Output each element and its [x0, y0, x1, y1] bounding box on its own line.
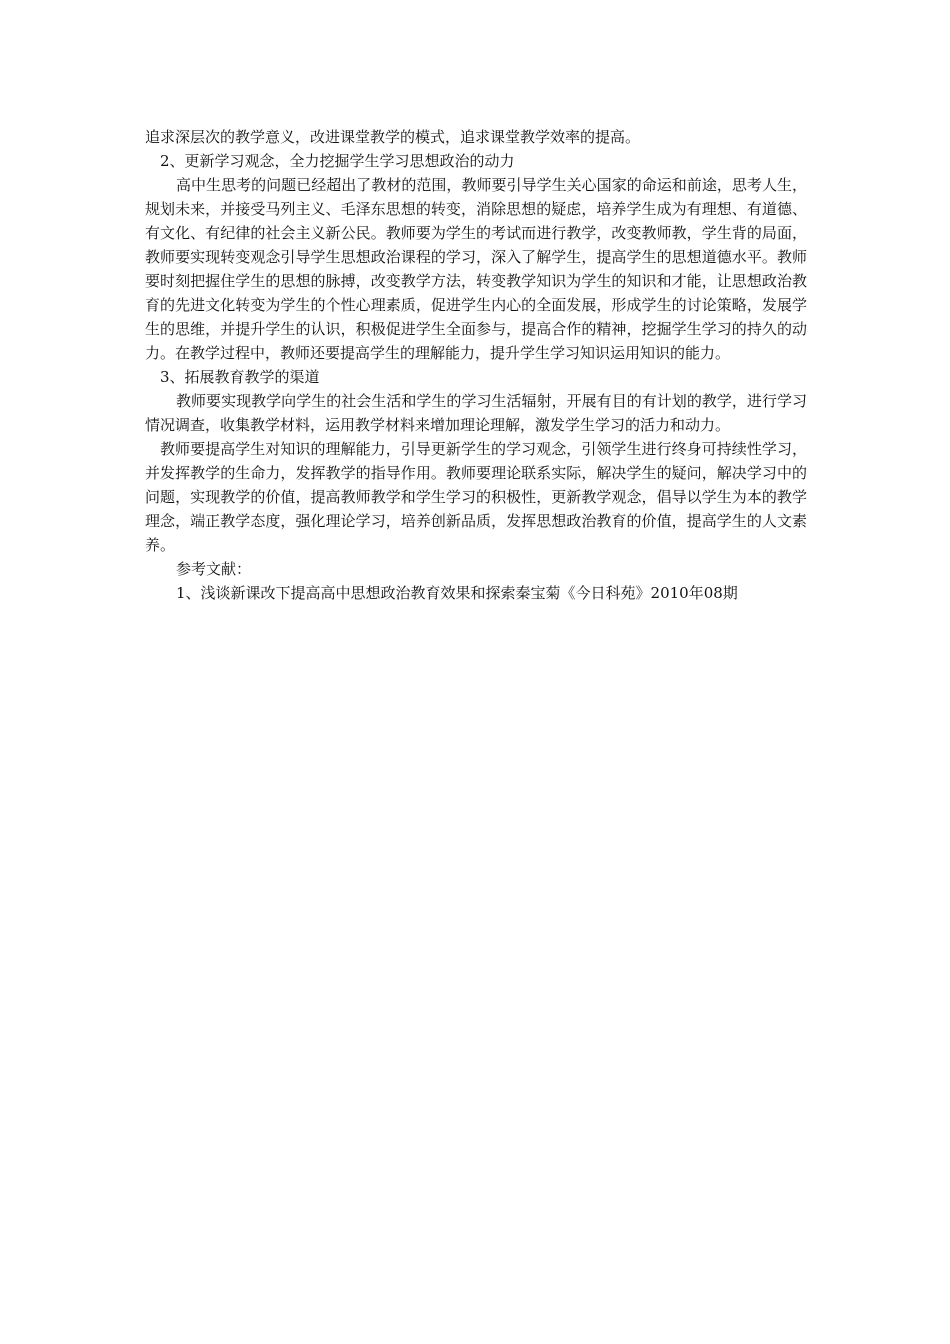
reference-item: 1、浅谈新课改下提高高中思想政治教育效果和探索秦宝菊《今日科苑》2010年08期 [176, 584, 738, 602]
paragraph-section-3: 教师要实现教学向学生的社会生活和学生的学习生活辐射，开展有目的有计划的教学，进行学习情况调查，收集教学材料，运用教学材料来增加理论理解，激发学生学习的活力和动力。 [145, 392, 807, 434]
document-body [145, 125, 807, 605]
section-heading-2: 2、更新学习观念，全力挖掘学生学习思想政治的动力 [160, 152, 515, 170]
section-heading-3: 3、拓展教育教学的渠道 [160, 368, 320, 386]
references-heading: 参考文献： [176, 560, 252, 578]
paragraph-continuation: 追求深层次的教学意义，改进课堂教学的模式，追求课堂教学效率的提高。 [145, 128, 641, 146]
paragraph-conclusion: 教师要提高学生对知识的理解能力，引导更新学生的学习观念，引领学生进行终身可持续性学习，并发挥教学的生命力，发挥教学的指导作用。教师要理论联系实际，解决学生的疑问，解决学习中的问题，实现教学的价值，提高教师教学和学生学习的积极性，更新教学观念，倡导以学生为本的教学理念，端正教学态度，强化理论学习，培养创新品质，发挥思想政治教育的价值，提高学生的人文素养。 [145, 440, 807, 554]
paragraph-section-2: 高中生思考的问题已经超出了教材的范围，教师要引导学生关心国家的命运和前途，思考人生，规划未来，并接受马列主义、毛泽东思想的转变，消除思想的疑虑，培养学生成为有理想、有道德、有文化、有纪律的社会主义新公民。教师要为学生的考试而进行教学，改变教师教，学生背的局面，教师要实现转变观念引导学生思想政治课程的学习，深入了解学生，提高学生的思想道德水平。教师要时刻把握住学生的思想的脉搏，改变教学方法，转变教学知识为学生的知识和才能，让思想政治教育的先进文化转变为学生的个性心理素质，促进学生内心的全面发展，形成学生的讨论策略，发展学生的思维，并提升学生的认识，积极促进学生全面参与，提高合作的精神，挖掘学生学习的持久的动力。在教学过程中，教师还要提高学生的理解能力，提升学生学习知识运用知识的能力。 [145, 176, 807, 362]
